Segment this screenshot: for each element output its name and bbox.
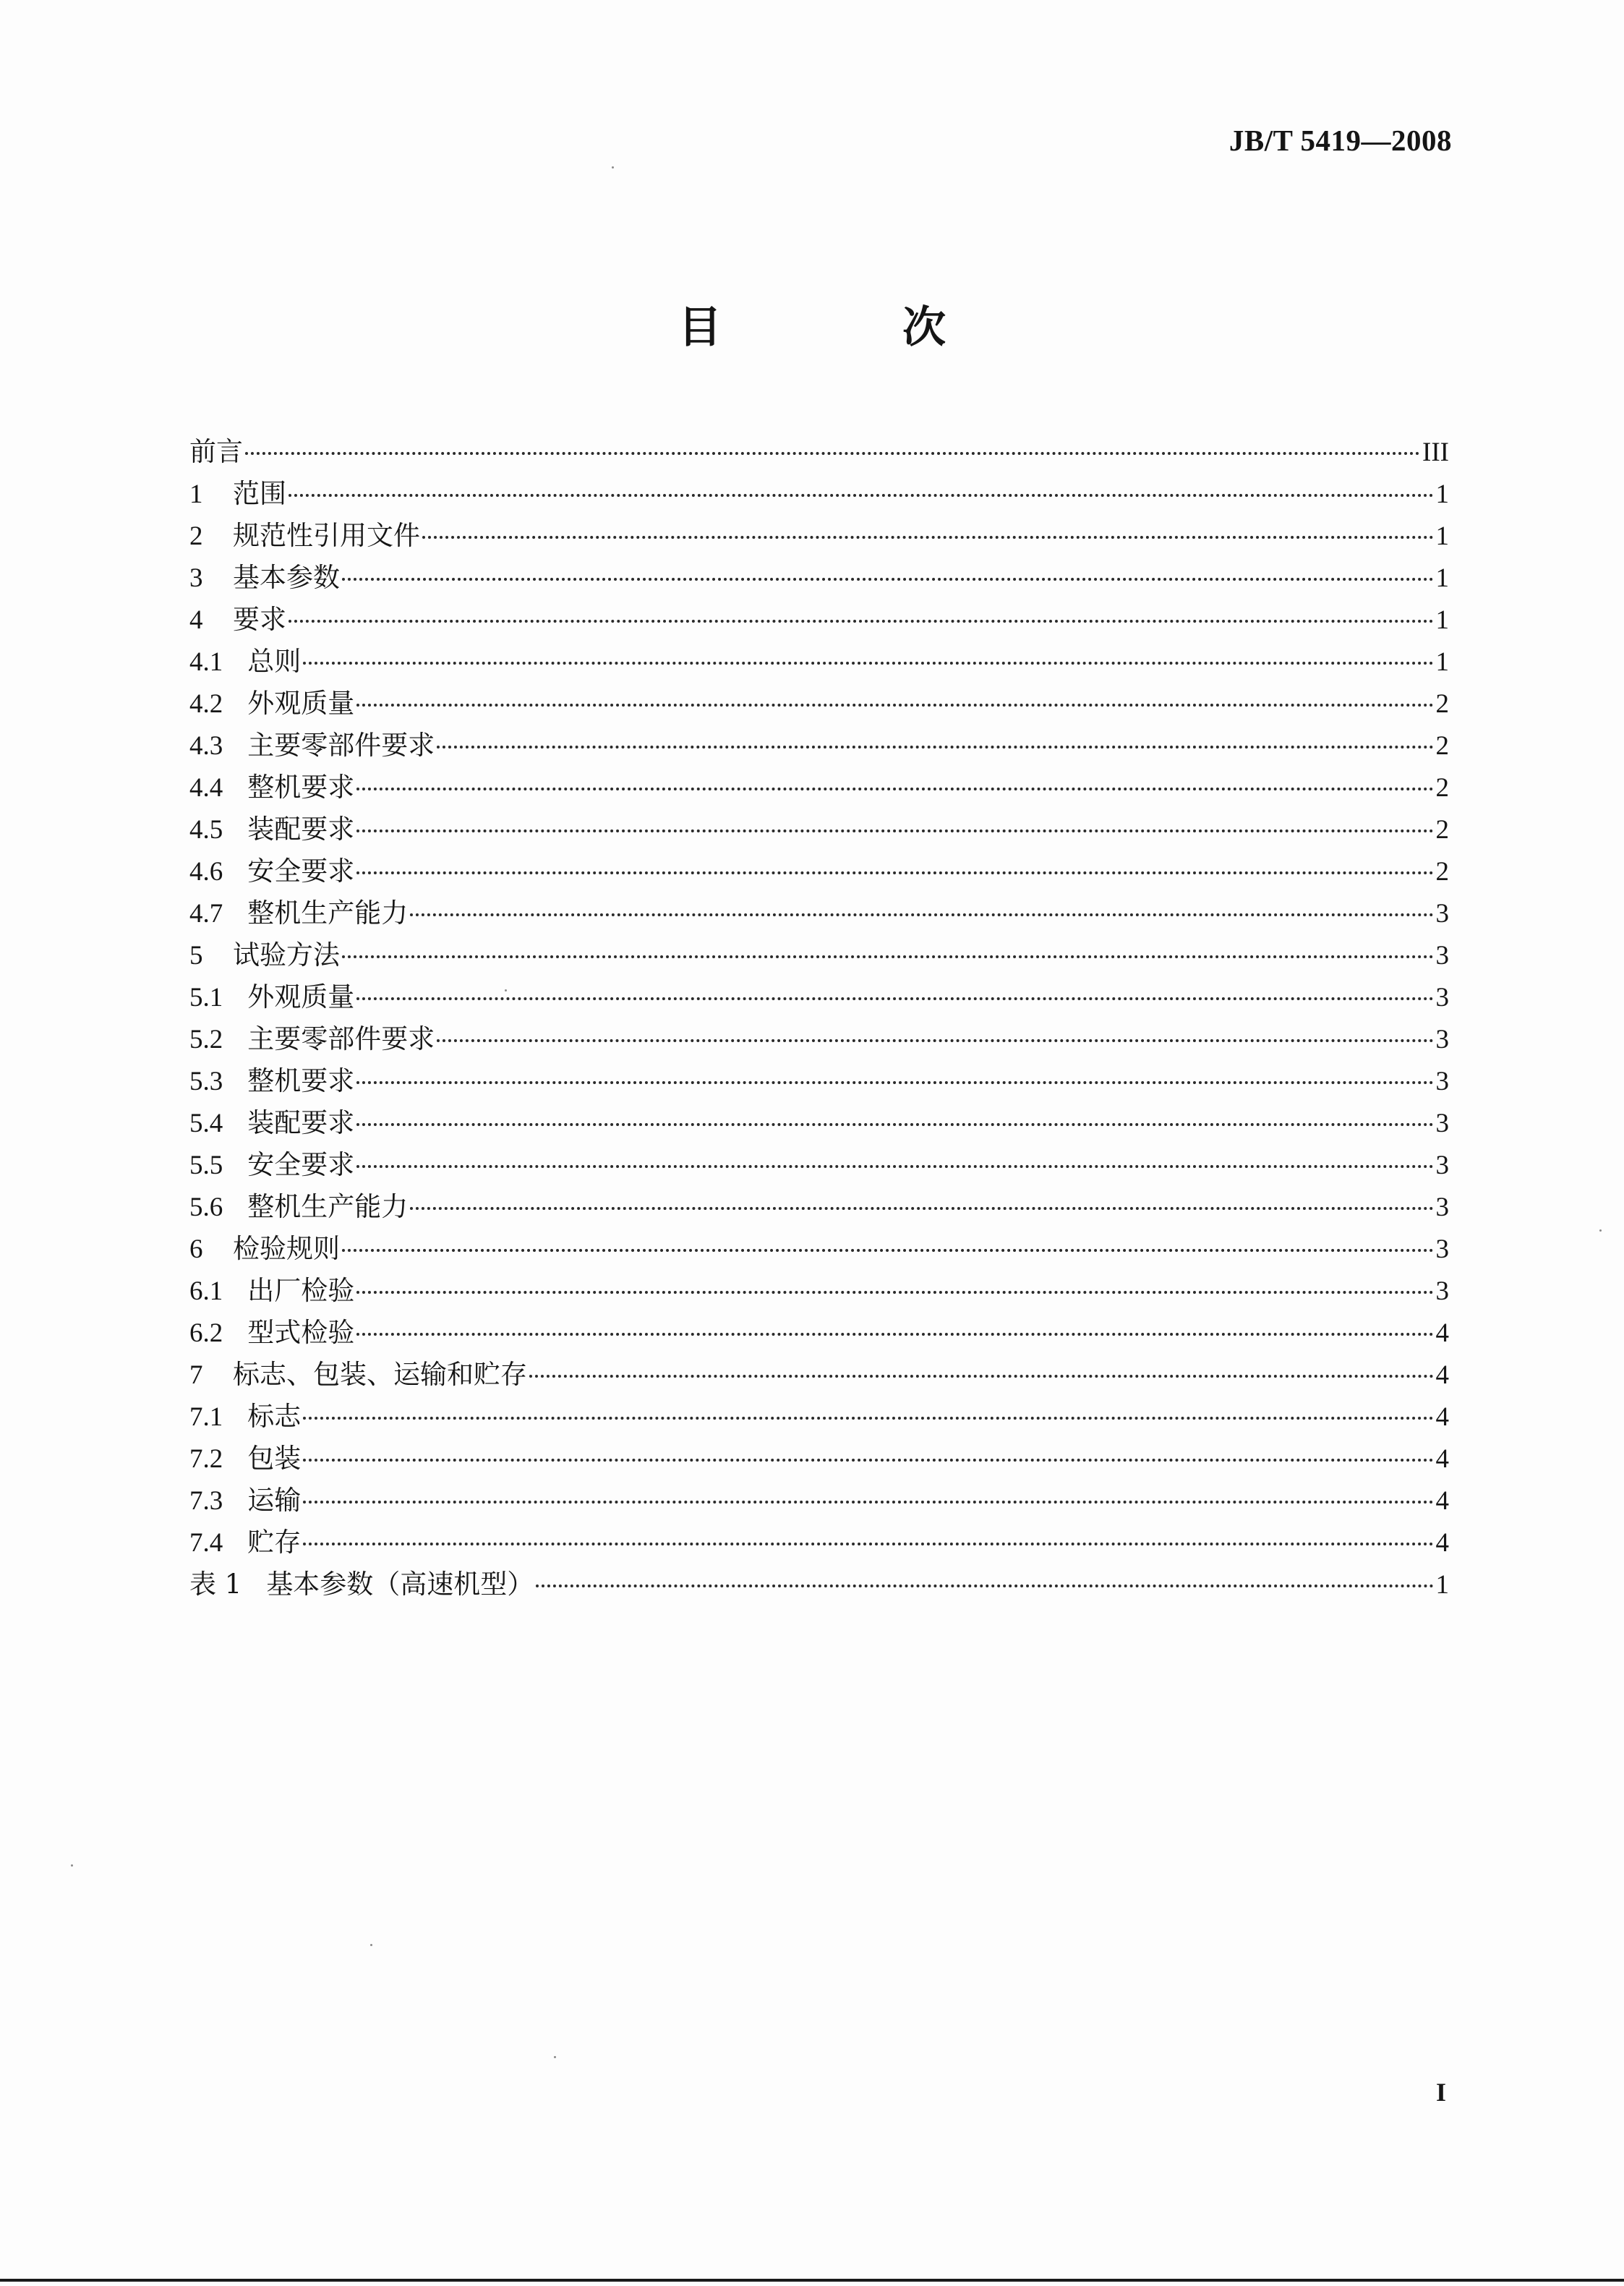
toc-entry-number: 7 — [189, 1360, 203, 1390]
toc-entry-page: 2 — [1435, 689, 1449, 719]
toc-entry-page: 4 — [1435, 1444, 1449, 1474]
toc-entry-title: 标志、包装、运输和贮存 — [233, 1359, 527, 1390]
toc-dot-leader — [422, 536, 1434, 539]
toc-entry-number: 6.2 — [189, 1318, 223, 1348]
table-of-contents — [189, 431, 1449, 1605]
toc-entry — [189, 431, 1449, 473]
toc-entry-page: 4 — [1435, 1360, 1449, 1390]
toc-entry — [189, 557, 1449, 599]
toc-dot-leader — [536, 1585, 1433, 1587]
toc-entry — [189, 1060, 1449, 1102]
toc-entry-page: 3 — [1435, 1067, 1449, 1096]
toc-entry-number: 7.3 — [189, 1486, 223, 1516]
toc-entry-page: 3 — [1435, 983, 1449, 1012]
toc-title: 目 次 — [678, 302, 1014, 353]
scan-speck — [554, 2056, 556, 2058]
toc-entry-title: 整机要求 — [247, 1065, 355, 1096]
toc-dot-leader — [437, 746, 1433, 749]
toc-entry — [189, 1438, 1449, 1480]
toc-entry — [189, 641, 1449, 683]
toc-dot-leader — [303, 1459, 1433, 1462]
toc-dot-leader — [410, 913, 1433, 916]
toc-entry-title: 标志 — [247, 1401, 302, 1432]
toc-entry-page: 3 — [1435, 1109, 1449, 1138]
toc-entry-number: 7.2 — [189, 1444, 223, 1474]
page-number: I — [1435, 2078, 1446, 2107]
toc-entry-page: 1 — [1435, 1570, 1449, 1600]
toc-entry-title: 检验规则 — [233, 1233, 340, 1264]
toc-entry-number: 7.4 — [189, 1528, 223, 1558]
toc-dot-leader — [356, 997, 1433, 1000]
toc-entry-title: 基本参数 — [233, 562, 340, 593]
toc-entry-title: 安全要求 — [247, 856, 355, 887]
toc-entry-number: 6.1 — [189, 1276, 223, 1306]
toc-entry-page: 1 — [1435, 647, 1449, 677]
toc-entry-number: 5 — [189, 941, 203, 971]
toc-entry — [189, 515, 1449, 557]
toc-dot-leader — [356, 704, 1433, 707]
toc-dot-leader — [356, 1291, 1433, 1294]
toc-entry-page: 3 — [1435, 941, 1449, 971]
toc-entry-page: 2 — [1435, 773, 1449, 803]
toc-entry — [189, 1480, 1449, 1522]
toc-entry-number: 4.1 — [189, 647, 223, 677]
toc-entry-page: 1 — [1435, 563, 1449, 593]
toc-entry-number: 4.2 — [189, 689, 223, 719]
toc-entry-number: 6 — [189, 1234, 203, 1264]
toc-entry — [189, 1354, 1449, 1396]
toc-entry-number: 4.3 — [189, 731, 223, 761]
toc-entry-page: 1 — [1435, 605, 1449, 635]
toc-entry-page: 3 — [1435, 1193, 1449, 1222]
toc-entry-title: 试验方法 — [233, 939, 340, 971]
toc-entry-number: 4 — [189, 605, 203, 635]
toc-entry-number: 1 — [189, 479, 203, 509]
toc-entry-page: 2 — [1435, 815, 1449, 845]
toc-entry-title: 整机要求 — [247, 772, 355, 803]
toc-entry-title: 装配要求 — [247, 814, 355, 845]
toc-entry-number: 4.4 — [189, 773, 223, 803]
toc-entry-title: 外观质量 — [247, 981, 355, 1012]
toc-entry — [189, 1144, 1449, 1186]
standard-code: JB/T 5419—2008 — [1228, 124, 1452, 157]
toc-entry-title: 安全要求 — [247, 1149, 355, 1180]
toc-dot-leader — [356, 829, 1433, 832]
toc-dot-leader — [303, 1417, 1433, 1420]
toc-entry-title: 整机生产能力 — [247, 1191, 409, 1222]
toc-dot-leader — [303, 662, 1433, 665]
toc-entry — [189, 1564, 1449, 1605]
toc-entry-number: 3 — [189, 563, 203, 593]
toc-entry-number: 4.5 — [189, 815, 223, 845]
toc-dot-leader — [342, 1249, 1434, 1252]
toc-entry-page: 4 — [1435, 1402, 1449, 1432]
toc-entry-page: 1 — [1435, 479, 1449, 509]
toc-entry-title: 外观质量 — [247, 688, 355, 719]
toc-entry-title: 规范性引用文件 — [233, 520, 420, 551]
toc-entry-page: 3 — [1435, 1276, 1449, 1306]
toc-entry-title: 总则 — [247, 646, 302, 677]
scan-speck — [370, 1944, 372, 1946]
toc-dot-leader — [356, 1333, 1433, 1336]
toc-entry — [189, 1186, 1449, 1228]
toc-entry — [189, 683, 1449, 725]
toc-entry-number: 5.4 — [189, 1109, 223, 1138]
toc-entry-page: 3 — [1435, 1025, 1449, 1054]
toc-entry-page: 3 — [1435, 899, 1449, 929]
toc-entry — [189, 1270, 1449, 1312]
toc-entry — [189, 473, 1449, 515]
toc-entry-number: 5.5 — [189, 1151, 223, 1180]
toc-entry-title: 运输 — [247, 1485, 302, 1516]
toc-dot-leader — [356, 1081, 1433, 1084]
toc-entry — [189, 1522, 1449, 1564]
scan-speck — [1599, 1229, 1602, 1232]
toc-entry-number: 5.1 — [189, 983, 223, 1012]
toc-entry-title: 整机生产能力 — [247, 897, 409, 929]
scan-speck — [505, 989, 507, 991]
toc-entry-page: 2 — [1435, 857, 1449, 887]
scan-speck — [612, 166, 614, 169]
toc-dot-leader — [289, 620, 1434, 623]
toc-entry-page: 3 — [1435, 1234, 1449, 1264]
toc-entry-number: 4.7 — [189, 899, 223, 929]
toc-entry — [189, 934, 1449, 976]
toc-entry-title: 前言 — [189, 436, 243, 467]
toc-entry — [189, 599, 1449, 641]
toc-entry-title: 范围 — [233, 478, 286, 509]
toc-entry-page: III — [1422, 438, 1449, 467]
toc-entry — [189, 976, 1449, 1018]
toc-entry-number: 2 — [189, 521, 203, 551]
toc-entry — [189, 767, 1449, 809]
toc-entry-page: 4 — [1435, 1318, 1449, 1348]
toc-entry-title: 基本参数（高速机型） — [266, 1569, 534, 1600]
toc-entry — [189, 1312, 1449, 1354]
toc-entry-title: 主要零部件要求 — [247, 1023, 435, 1054]
toc-entry-title: 要求 — [233, 604, 286, 635]
toc-dot-leader — [245, 452, 1420, 455]
toc-entry-number: 7.1 — [189, 1402, 223, 1432]
toc-entry — [189, 809, 1449, 850]
toc-entry — [189, 850, 1449, 892]
scan-speck — [71, 1864, 73, 1867]
toc-entry — [189, 892, 1449, 934]
toc-entry-page: 4 — [1435, 1486, 1449, 1516]
toc-dot-leader — [289, 494, 1434, 497]
scan-edge-rule — [0, 2279, 1624, 2282]
toc-entry-title: 型式检验 — [247, 1317, 355, 1348]
toc-entry-title: 主要零部件要求 — [247, 730, 435, 761]
toc-dot-leader — [356, 788, 1433, 790]
toc-entry — [189, 1102, 1449, 1144]
toc-dot-leader — [529, 1375, 1434, 1378]
toc-entry-page: 1 — [1435, 521, 1449, 551]
toc-dot-leader — [303, 1501, 1433, 1504]
toc-entry-title: 出厂检验 — [247, 1275, 355, 1306]
toc-dot-leader — [356, 1165, 1433, 1168]
toc-entry-title: 贮存 — [247, 1527, 302, 1558]
toc-entry — [189, 1018, 1449, 1060]
toc-dot-leader — [303, 1543, 1433, 1545]
toc-dot-leader — [356, 1123, 1433, 1126]
toc-entry-number: 5.2 — [189, 1025, 223, 1054]
toc-entry-title: 包装 — [247, 1443, 302, 1474]
toc-dot-leader — [342, 578, 1434, 581]
toc-entry-title: 装配要求 — [247, 1107, 355, 1138]
toc-entry — [189, 725, 1449, 767]
toc-entry-number: 4.6 — [189, 857, 223, 887]
toc-dot-leader — [410, 1207, 1433, 1210]
toc-dot-leader — [342, 955, 1434, 958]
toc-entry-number: 5.6 — [189, 1193, 223, 1222]
toc-dot-leader — [356, 871, 1433, 874]
toc-entry-page: 4 — [1435, 1528, 1449, 1558]
toc-entry — [189, 1396, 1449, 1438]
toc-dot-leader — [437, 1039, 1433, 1042]
toc-entry-number: 5.3 — [189, 1067, 223, 1096]
toc-entry-number: 表 1 — [189, 1569, 242, 1600]
toc-entry-page: 3 — [1435, 1151, 1449, 1180]
toc-entry — [189, 1228, 1449, 1270]
toc-entry-page: 2 — [1435, 731, 1449, 761]
